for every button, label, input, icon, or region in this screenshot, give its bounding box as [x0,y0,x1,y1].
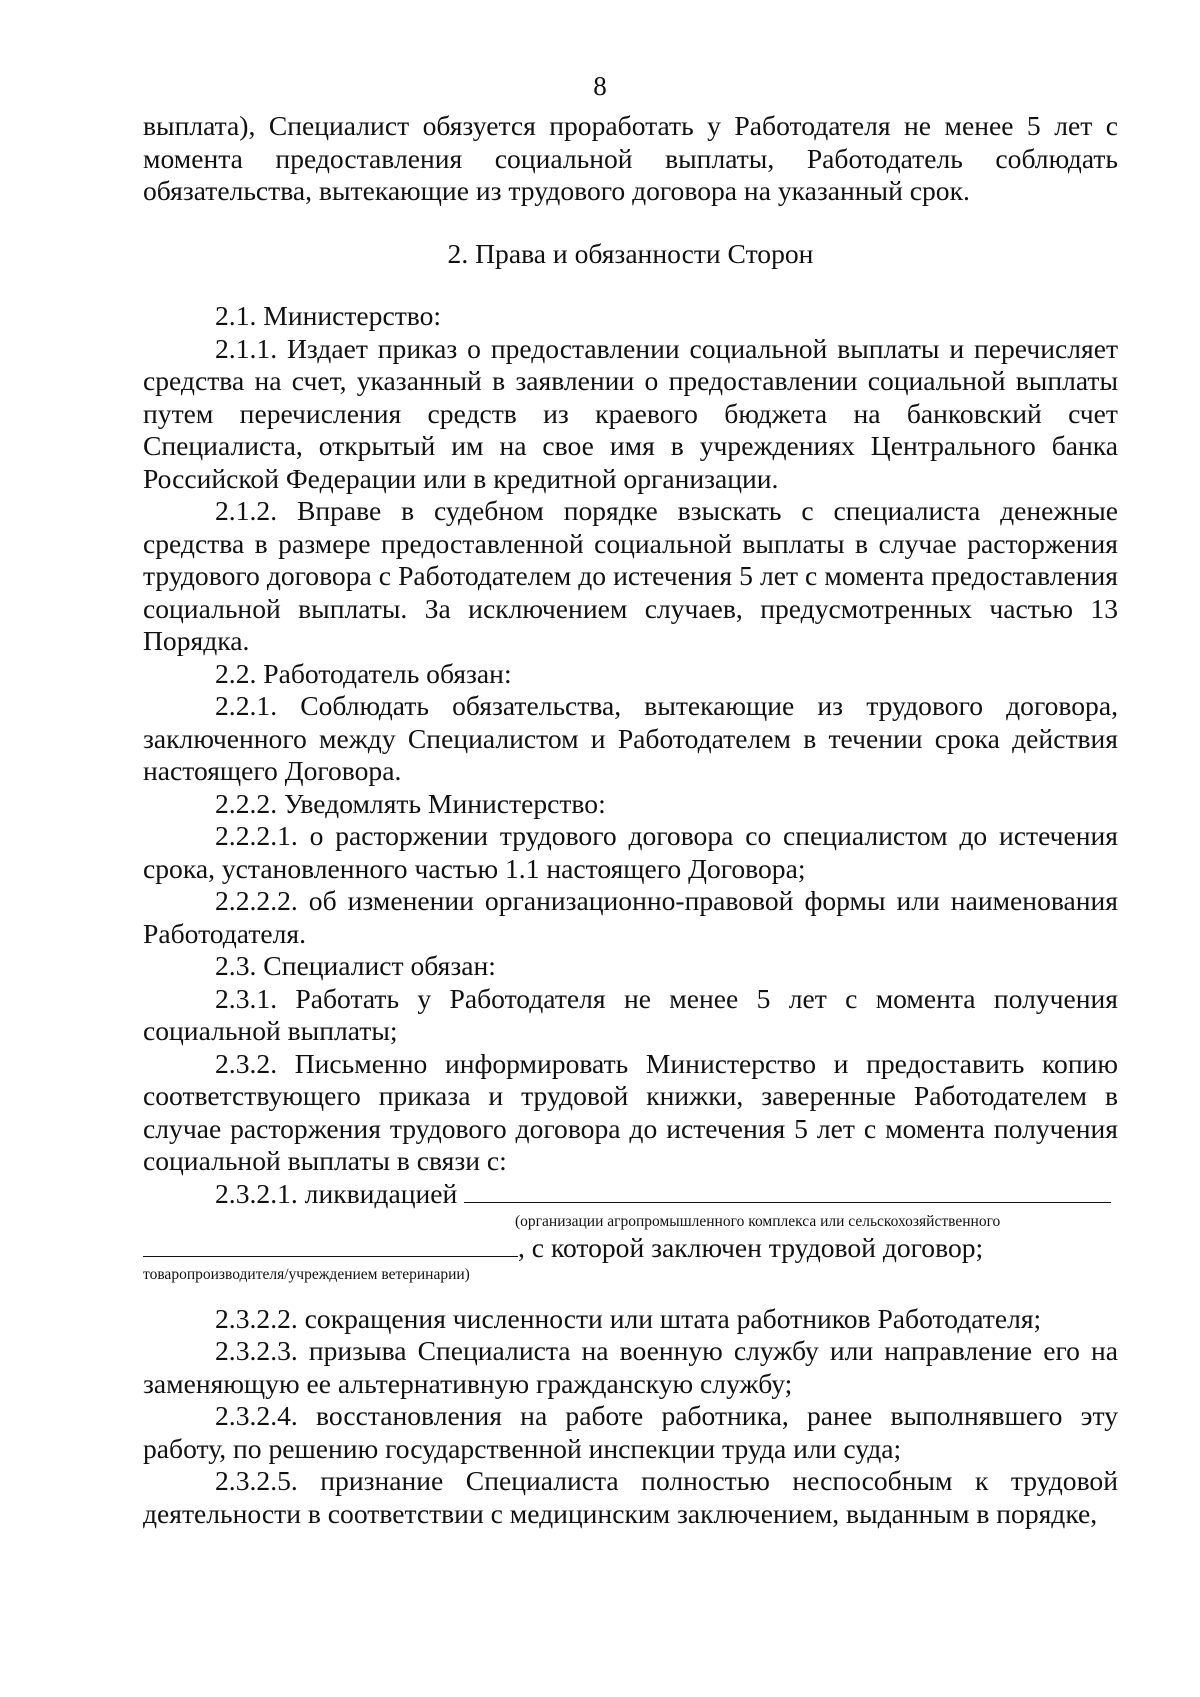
paragraph-2-2-1: 2.2.1. Соблюдать обязательства, вытекающие из трудового договора, заключенного между Специалистом и Работодателем в течении срока действия настоящего Договора. [143,690,1118,786]
paragraph-2-3-2-3: 2.3.2.3. призыва Специалиста на военную службу или направление его на заменяющую ее альтернативную гражданскую службу; [143,1335,1118,1399]
field-hint-producer: товаропроизводителя/учреждением ветеринарии) [143,1265,470,1283]
page-number: 8 [593,71,607,101]
field-hint-organization: (организации агропромышленного комплекса или сельскохозяйственного [515,1213,1001,1230]
paragraph-2-3-1: 2.3.1. Работать у Работодателя не менее 5 лет с момента получения социальной выплаты; [143,982,1118,1046]
paragraph-2-3-2: 2.3.2. Письменно информировать Министерство и предоставить копию соответствующего приказа и трудовой книжки, заверенные Работодателем в случае расторжения трудового договора до истечения 5 лет с момента получения социальной выплаты в связи с: [143,1047,1118,1176]
paragraph-2-3-2-1-tail: , с которой заключен трудовой договор; [518,1232,984,1263]
paragraph-2-1-1: 2.1.1. Издает приказ о предоставлении социальной выплаты и перечисляет средства на счет, указанный в заявлении о предоставлении социальной выплаты путем перечисления средств из краевого бюджета на банковский счет Специалиста, открытый им на свое имя в учреждениях Центрального банка Российской Федерации или в кредитной организации. [143,332,1118,494]
paragraph-2-3-2-1 [143,1178,1118,1211]
paragraph-2-2-2-2: 2.2.2.2. об изменении организационно-правовой формы или наименования Работодателя. [143,885,1118,949]
fill-in-blank-line[interactable] [464,1178,1111,1203]
paragraph-2-2-2: 2.2.2. Уведомлять Министерство: [215,787,606,819]
paragraph-2-1: 2.1. Министерство: [215,300,442,331]
paragraph-2-3-2-4: 2.3.2.4. восстановления на работе работника, ранее выполнявшего эту работу, по решению государственной инспекции труда или суда; [143,1400,1118,1464]
document-body [143,110,1118,1530]
paragraph-2-1-2: 2.1.2. Вправе в судебном порядке взыскать с специалиста денежные средства в размере предоставленной социальной выплаты в случае расторжения трудового договора с Работодателем до истечения 5 лет с момента предоставления социальной выплаты. За исключением случаев, предусмотренных частью 13 Порядка. [143,495,1118,656]
paragraph-2-3-2-1-label: 2.3.2.1. ликвидацией [215,1177,458,1209]
paragraph-intro: выплата), Специалист обязуется проработать у Работодателя не менее 5 лет с момента предоставления социальной выплаты, Работодатель соблюдать обязательства, вытекающие из трудового договора на указанный срок. [143,110,1118,206]
paragraph-2-2-2-1: 2.2.2.1. о расторжении трудового договора со специалистом до истечения срока, установленного частью 1.1 настоящего Договора; [143,820,1118,884]
paragraph-2-3-2-2: 2.3.2.2. сокращения численности или штата работников Работодателя; [215,1302,1042,1334]
paragraph-2-2: 2.2. Работодатель обязан: [215,657,512,689]
paragraph-2-3-2-1-continuation [143,1232,1118,1265]
section-title: 2. Права и обязанности Сторон [447,237,814,269]
fill-in-blank-line-2[interactable] [143,1232,518,1257]
paragraph-2-3: 2.3. Специалист обязан: [215,950,496,981]
paragraph-2-3-2-5: 2.3.2.5. признание Специалиста полностью неспособным к трудовой деятельности в соответствии с медицинским заключением, выданным в порядке, [143,1465,1118,1529]
